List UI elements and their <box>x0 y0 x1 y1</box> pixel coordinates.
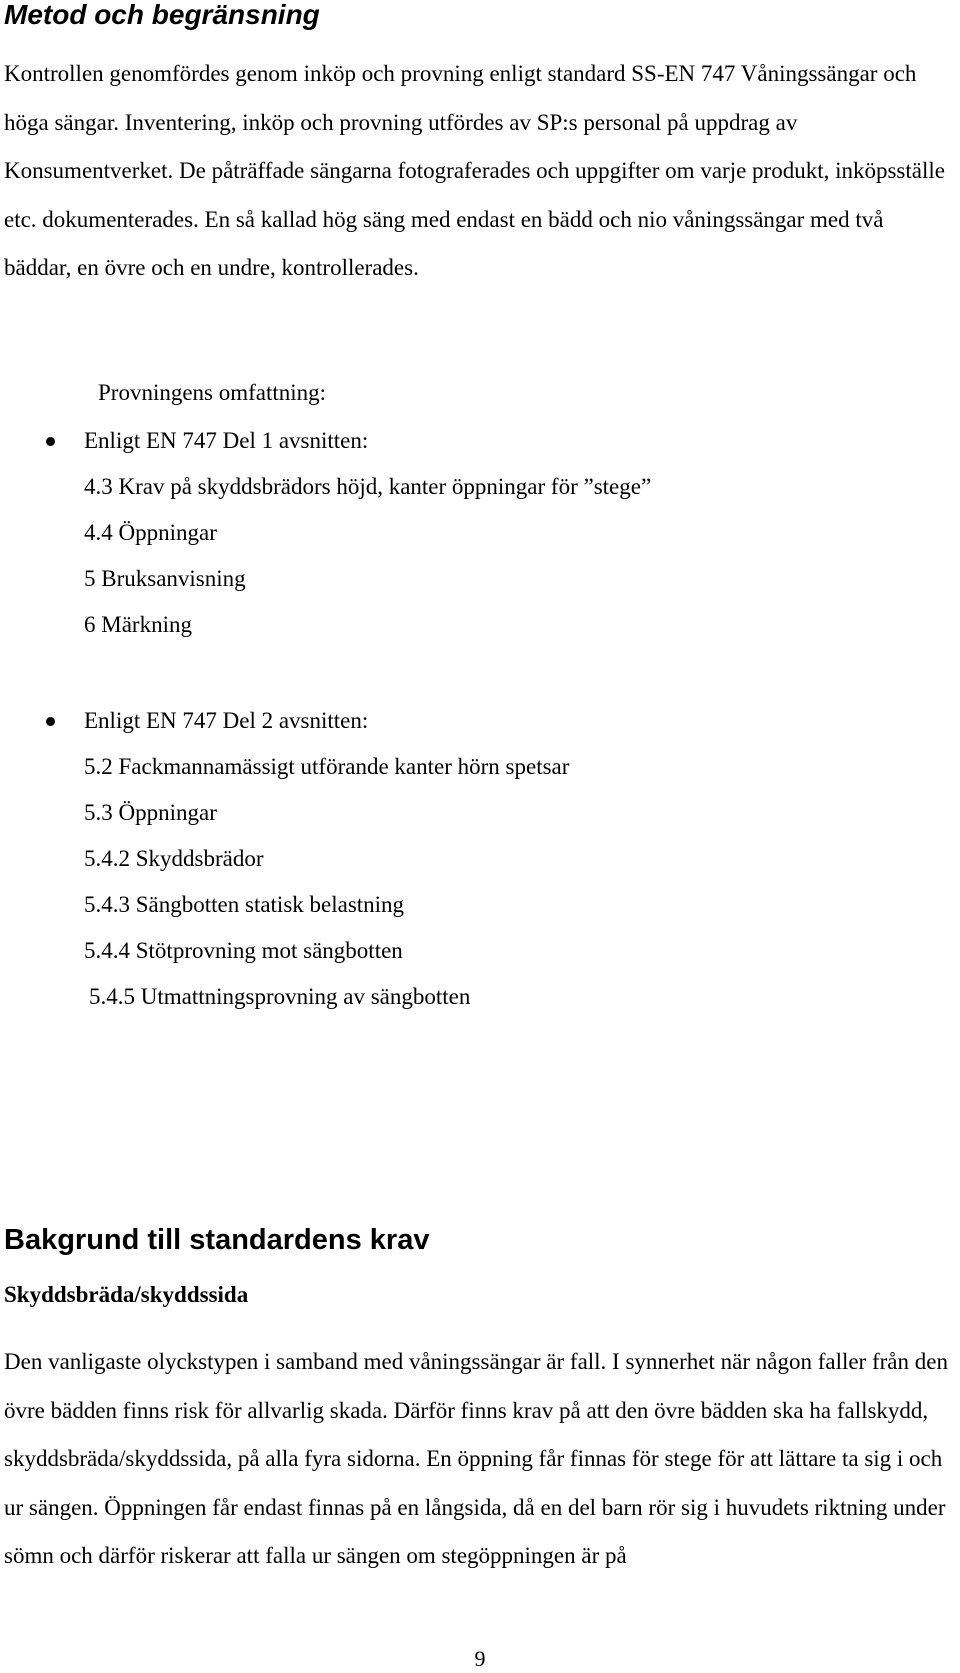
section-heading-bakgrund: Bakgrund till standardens krav <box>4 1224 430 1256</box>
section-heading-metod: Metod och begränsning <box>4 0 320 30</box>
list-item: 5.4.4 Stötprovning mot sängbotten <box>84 938 403 963</box>
list-item: 6 Märkning <box>84 612 192 637</box>
bullet-dot-icon <box>46 717 55 726</box>
method-paragraph: Kontrollen genomfördes genom inköp och provning enligt standard SS-EN 747 Våningssängar och höga sängar. Inventering, inköp och provning utfördes av SP:s personal på uppdrag av Konsumentverket. De påträffade sängarna fotograferades och uppgifter om varje produkt, inköpsställe etc. dokumenterades. En så kallad hög säng med endast en bädd och nio våningssängar med två bäddar, en övre och en undre, kontrollerades. <box>4 61 945 281</box>
list-item: 5.4.5 Utmattningsprovning av sängbotten <box>89 984 471 1009</box>
list-item: 5.2 Fackmannamässigt utförande kanter hörn spetsar <box>84 754 570 779</box>
bullet-dot-icon <box>46 437 55 446</box>
page-number: 9 <box>474 1646 486 1671</box>
background-paragraph: Den vanligaste olyckstypen i samband med våningssängar är fall. I synnerhet när någon faller från den övre bädden finns risk för allvarlig skada. Därför finns krav på att den övre bädden ska ha fallskydd, skyddsbräda/skyddssida, på alla fyra sidorna. En öppning får finnas för stege för att lättare ta sig i och ur sängen. Öppningen får endast finnas på en långsida, då en del barn rör sig i huvudets riktning under sömn och därför riskerar att falla ur sängen om stegöppningen är på <box>4 1349 948 1569</box>
list-item: 4.4 Öppningar <box>84 520 217 545</box>
list-item: 5 Bruksanvisning <box>84 566 246 591</box>
list-item: 5.4.3 Sängbotten statisk belastning <box>84 892 405 917</box>
bullet-label-part2: Enligt EN 747 Del 2 avsnitten: <box>84 708 369 733</box>
bullet-label-part1: Enligt EN 747 Del 1 avsnitten: <box>84 428 369 453</box>
subheading-skyddsbrada: Skyddsbräda/skyddssida <box>4 1282 249 1307</box>
scope-label: Provningens omfattning: <box>98 380 327 405</box>
list-item: 5.4.2 Skyddsbrädor <box>84 846 264 871</box>
list-item: 4.3 Krav på skyddsbrädors höjd, kanter öppningar för ”stege” <box>84 474 652 499</box>
list-item: 5.3 Öppningar <box>84 800 217 825</box>
